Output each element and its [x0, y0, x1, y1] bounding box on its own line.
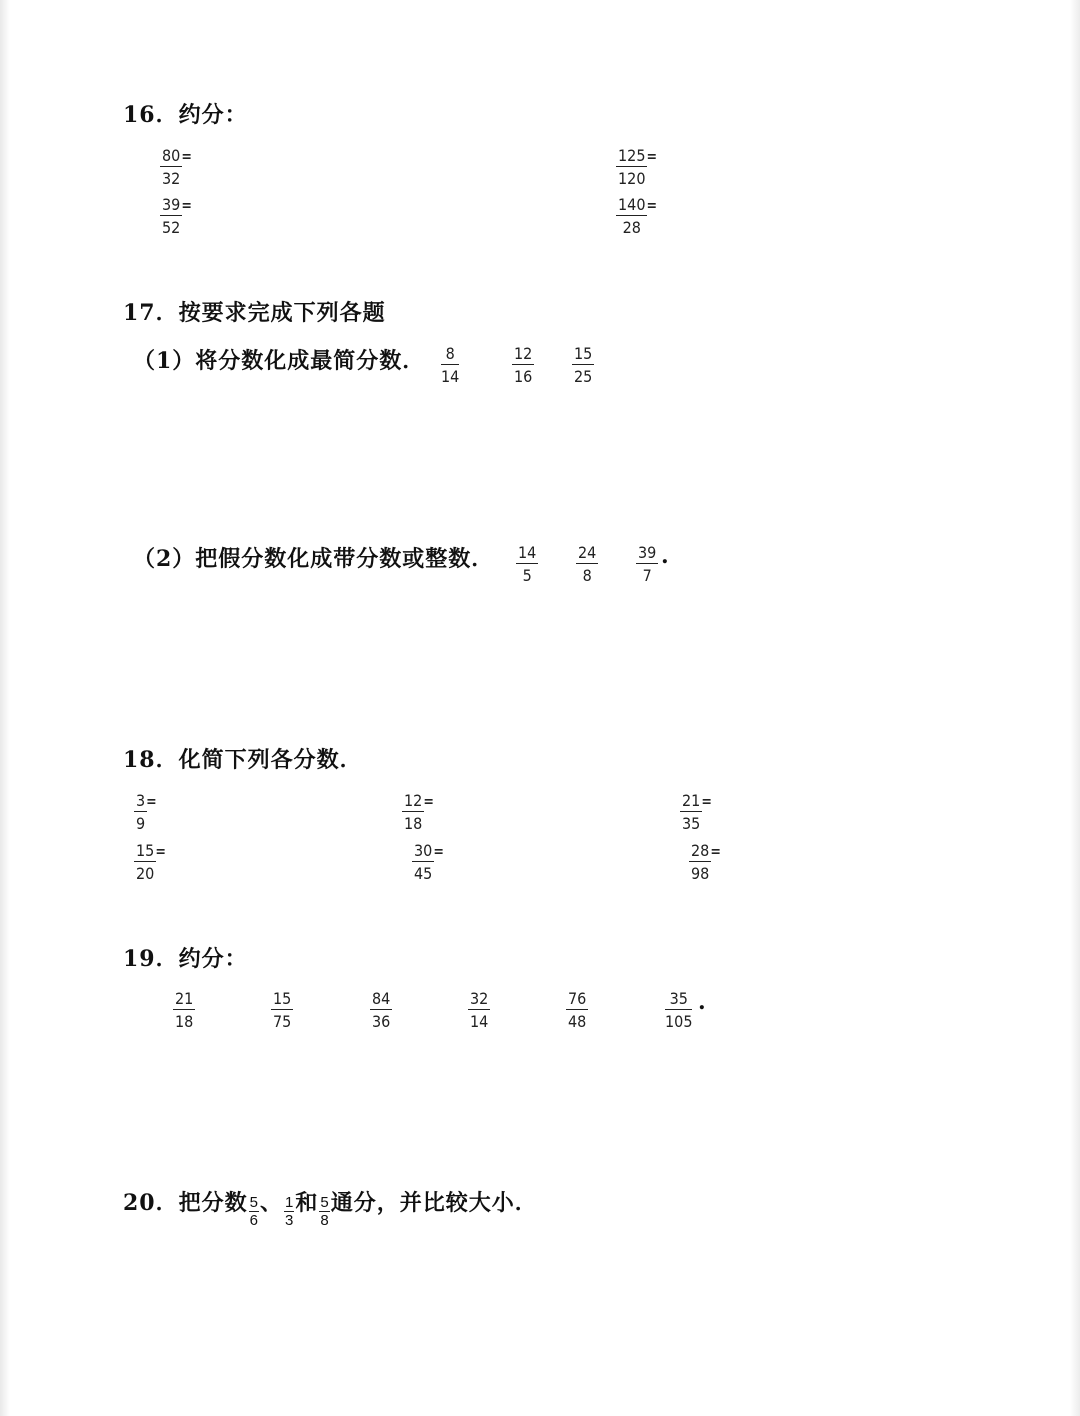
denominator: 8 — [320, 1211, 329, 1229]
denominator: 9 — [136, 814, 146, 833]
numerator: 140 — [618, 195, 646, 214]
page-edge-left — [0, 0, 10, 1416]
numerator: 21 — [682, 791, 701, 810]
equals-sign: = — [423, 794, 434, 810]
q16-fraction — [616, 195, 658, 237]
numerator: 76 — [568, 989, 587, 1008]
denominator: 20 — [136, 864, 155, 883]
denominator: 35 — [682, 814, 701, 833]
q19-fraction — [271, 989, 293, 1031]
numerator: 35 — [665, 989, 692, 1010]
numerator: 15 — [574, 344, 593, 363]
q18-fraction — [134, 841, 166, 883]
equals-sign: = — [646, 149, 658, 165]
denominator: 14 — [470, 1012, 489, 1031]
q17-part2-fraction — [576, 543, 598, 585]
denominator: 18 — [404, 814, 423, 833]
q19-fraction — [665, 989, 692, 1031]
q17-part1-fraction — [512, 344, 534, 386]
q19-fraction — [370, 989, 392, 1031]
q17-part1-fraction — [441, 344, 459, 386]
page-edge-right — [1070, 0, 1080, 1416]
denominator: 14 — [441, 367, 460, 386]
numerator: 24 — [578, 543, 597, 562]
numerator: 39 — [162, 195, 181, 214]
q20-line — [123, 1186, 538, 1229]
denominator: 5 — [522, 566, 532, 585]
denominator: 8 — [582, 566, 592, 585]
denominator: 75 — [273, 1012, 292, 1031]
q20-fraction — [249, 1194, 259, 1229]
denominator: 3 — [284, 1211, 294, 1229]
equals-sign: = — [710, 844, 721, 860]
equals-sign: = — [181, 149, 192, 165]
q18-fraction — [134, 791, 157, 833]
q19-title: 19．约分： — [123, 946, 248, 972]
q18-fraction — [402, 791, 434, 833]
numerator: 8 — [441, 344, 459, 365]
q16-title: 16．约分： — [123, 102, 248, 128]
numerator: 30 — [414, 841, 433, 860]
numerator: 3 — [136, 791, 146, 810]
q19-fraction — [566, 989, 588, 1031]
equals-sign: = — [155, 844, 166, 860]
numerator: 15 — [273, 989, 292, 1008]
numerator: 5 — [249, 1193, 258, 1211]
q19-fraction — [173, 989, 195, 1031]
denominator: 28 — [622, 218, 641, 237]
denominator: 32 — [162, 169, 181, 188]
denominator: 98 — [691, 864, 710, 883]
q18-title: 18．化简下列各分数． — [123, 747, 363, 773]
q16-fraction — [160, 195, 192, 237]
q17-part2-period: . — [661, 543, 669, 569]
q19-fraction — [468, 989, 490, 1031]
denominator: 18 — [175, 1012, 194, 1031]
numerator: 125 — [618, 146, 646, 165]
q20-separator: 、 — [259, 1190, 283, 1216]
numerator: 39 — [638, 543, 657, 562]
q17-part2-fraction — [636, 543, 658, 585]
denominator: 36 — [372, 1012, 391, 1031]
q17-title: 17．按要求完成下列各题 — [123, 300, 386, 326]
denominator: 52 — [162, 218, 181, 237]
numerator: 12 — [404, 791, 423, 810]
q18-fraction — [689, 841, 721, 883]
numerator: 80 — [162, 146, 181, 165]
q16-fraction — [616, 146, 658, 188]
denominator: 16 — [514, 367, 533, 386]
q19-period: . — [698, 989, 706, 1015]
numerator: 21 — [175, 989, 194, 1008]
denominator: 105 — [665, 1012, 693, 1031]
denominator: 45 — [414, 864, 433, 883]
denominator: 48 — [568, 1012, 587, 1031]
q20-prefix: 20．把分数 — [123, 1190, 248, 1216]
q18-fraction — [412, 841, 444, 883]
q16-fraction — [160, 146, 192, 188]
denominator: 25 — [574, 367, 593, 386]
denominator: 120 — [618, 169, 646, 188]
q20-fraction — [284, 1194, 294, 1229]
q20-suffix: 通分，并比较大小． — [330, 1190, 538, 1216]
equals-sign: = — [646, 198, 658, 214]
numerator: 1 — [284, 1193, 294, 1211]
equals-sign: = — [433, 844, 444, 860]
numerator: 14 — [518, 543, 537, 562]
equals-sign: = — [701, 794, 712, 810]
numerator: 5 — [320, 1193, 329, 1211]
numerator: 28 — [691, 841, 710, 860]
q20-conjunction: 和 — [295, 1190, 319, 1216]
numerator: 15 — [136, 841, 155, 860]
equals-sign: = — [181, 198, 192, 214]
q17-part1-label: （1）将分数化成最简分数． — [133, 348, 426, 374]
denominator: 7 — [642, 566, 652, 585]
numerator: 84 — [372, 989, 391, 1008]
q17-part2-label: （2）把假分数化成带分数或整数． — [133, 546, 495, 572]
q17-part1-fraction — [572, 344, 594, 386]
numerator: 12 — [514, 344, 533, 363]
q17-part2-fraction — [516, 543, 538, 585]
q20-fraction — [319, 1194, 329, 1229]
denominator: 6 — [249, 1211, 258, 1229]
equals-sign: = — [146, 794, 157, 810]
q18-fraction — [680, 791, 712, 833]
numerator: 32 — [470, 989, 489, 1008]
